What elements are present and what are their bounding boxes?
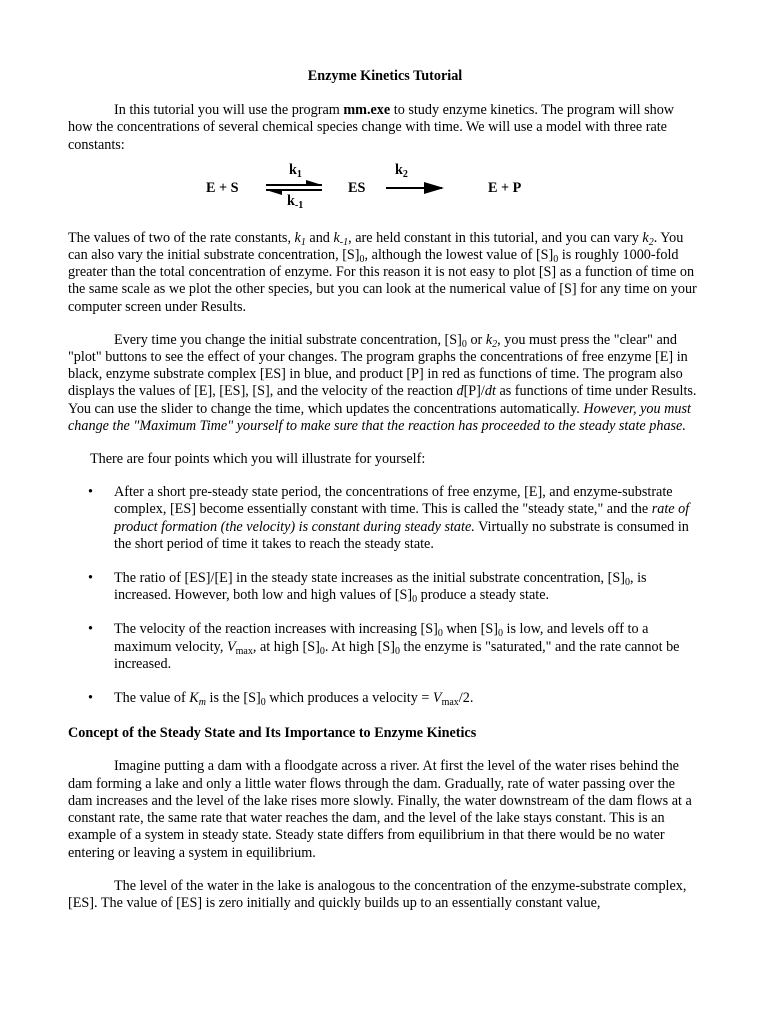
intro-text-2: to study enzyme kinetics. The program will show how the concentrations of several chemical species change with time. We will use a model with three rate constants: [68,102,675,153]
km1-letter: k [287,192,295,209]
list-item [68,570,702,604]
p2-s0-sub: 0 [461,338,467,350]
b4-text-c: which produces a velocity = [265,690,433,707]
b3-sub: 0 [437,628,443,640]
b3-vmax-sub: max [235,645,253,657]
p1-text-b: , are held constant in this tutorial, and you can vary [348,229,643,246]
rate-constant-k2 [395,162,408,179]
km1-subscript: -1 [294,199,304,211]
p2-text-b: , you must press the "clear" and "plot" buttons to see the effect of your changes. The program graphs the concentrations of free enzyme [E] in black, enzyme substrate complex [ES] in blue, and product [P] in red as functions of time. The program also displays the values of [E], [ES], [S], and the velocity of the reaction [68,331,688,400]
k2-letter: k [395,161,403,178]
p1-text-c: . You can also vary the initial substrate concentration, [S] [68,229,684,264]
b2-text-c: produce a steady state. [417,587,550,604]
bullet-marker: • [88,621,93,638]
p2-k2-sub: 2 [492,338,498,350]
b3-text-d: , at high [S] [252,638,320,655]
b2-text-b: , is increased. However, both low and high values of [S] [114,570,647,604]
b3-text-e: . At high [S] [324,638,395,655]
p1-k2-sub: 2 [648,236,654,248]
p2-italic-note: However, you must change the "Maximum Time" yourself to make sure that the reaction has proceeded to the steady state phase. [68,400,691,434]
b4-vmax-sub: max [441,697,459,709]
b4-text-b: is the [S] [205,690,261,707]
document-page [68,68,702,912]
section-heading: Concept of the Steady State and Its Importance to Enzyme Kinetics [68,725,477,742]
paragraph-program-usage [68,332,702,435]
p1-km1: k [333,229,340,246]
b1-italic: rate of product formation (the velocity) is constant during steady state. [114,501,690,535]
list-item [68,484,702,553]
products: E + P [488,179,522,196]
program-name: mm.exe [343,102,391,119]
b3-v: V [226,638,236,655]
b3-sub-3: 0 [319,645,325,657]
points-list [68,484,702,707]
intro-paragraph [68,102,702,154]
reaction-arrows [68,162,702,220]
k1-subscript: 1 [296,168,302,180]
b4-v: V [432,690,442,707]
b3-sub-2: 0 [498,628,503,640]
p1-s0-sub: 0 [359,254,365,266]
b1-text-b: Virtually no substrate is consumed in the short period of time it takes to reach the steady state. [114,518,689,552]
bullet-marker: • [88,484,93,501]
b2-sub-2: 0 [412,594,418,606]
p1-km1-sub: -1 [339,236,349,248]
p2-text-c: as functions of time under Results. You can use the slider to change the time, which updates the concentrations automatically. [68,383,697,417]
b2-sub: 0 [624,577,630,589]
p1-and: and [305,229,334,246]
rate-constant-km1 [287,193,303,210]
p2-mid: [P]/ [463,383,485,400]
b4-text-d: /2. [458,690,474,707]
b4-km-sub: m [198,697,206,709]
b4-sub: 0 [260,697,266,709]
b4-text-a: The value of [114,690,190,707]
complex-es: ES [348,179,366,196]
p1-text-a: The values of two of the rate constants, [68,229,295,246]
k1-letter: k [289,161,297,178]
paragraph-rate-constants [68,230,702,316]
p2-text-a: Every time you change the initial substrate concentration, [S] [114,331,462,348]
p2-k2: k [485,331,493,348]
b4-k: K [189,690,199,707]
p1-text-e: is roughly 1000-fold greater than the total concentration of enzyme. For this reason it is not easy to plot [S] as a function of time on the same scale as we plot the other species, but you can look at the numerical value of [S] for any time on your computer screen under Results. [68,247,697,315]
b3-text-f: the enzyme is "saturated," and the rate cannot be increased. [114,638,680,672]
b2-text-a: The ratio of [ES]/[E] in the steady state increases as the initial substrate concentration, [S] [114,570,625,587]
p2-d: d [456,383,464,400]
intro-text: In this tutorial you will use the program [114,102,344,119]
b1-text-a: After a short pre-steady state period, the concentrations of free enzyme, [E], and enzyme-substrate complex, [ES] become essentially constant with time. This is called the "steady state," and the [114,484,673,518]
k2-subscript: 2 [402,168,408,180]
p2-or: or [466,331,486,348]
b3-text-a: The velocity of the reaction increases with increasing [S] [114,621,438,638]
b3-text-b: when [S] [442,621,498,638]
bullet-marker: • [88,570,93,587]
paragraph-dam-analogy: Imagine putting a dam with a floodgate across a river. At first the level of the water rises behind the dam forming a lake and only a little water flows through the dam. Gradually, rate of water passing over the dam increases and the level of the lake rises more slowly. Finally, the water downstream of the dam flows at a constant rate, the same rate that water reaches the dam, and the level of the lake stays constant. This is an example of a system in steady state. Steady state differs from equilibrium in that there would be no water entering or leaving a system in equilibrium. [68,758,692,861]
list-item [68,621,702,673]
p1-k2: k [642,229,649,246]
list-item [68,690,702,707]
paragraph-four-points: There are four points which you will illustrate for yourself: [90,451,426,468]
p1-text-d: , although the lowest value of [S] [364,247,554,264]
forward-arrowhead-k2 [424,182,444,194]
p1-k1-sub: 1 [300,236,306,248]
reaction-equation [68,162,702,220]
reactants: E + S [206,179,239,196]
rate-constant-k1 [289,162,302,179]
p2-dt: dt [484,383,496,400]
document-title: Enzyme Kinetics Tutorial [307,68,463,84]
p1-s0-sub-2: 0 [553,254,559,266]
b3-sub-4: 0 [395,645,400,657]
paragraph-lake-analogy: The level of the water in the lake is analogous to the concentration of the enzyme-substrate complex, [ES]. The value of [ES] is zero initially and quickly builds up to an essentially constant value, [68,877,687,911]
p1-k1: k [294,229,301,246]
b3-text-c: is low, and levels off to a maximum velocity, [114,621,649,655]
bullet-marker: • [88,690,93,707]
